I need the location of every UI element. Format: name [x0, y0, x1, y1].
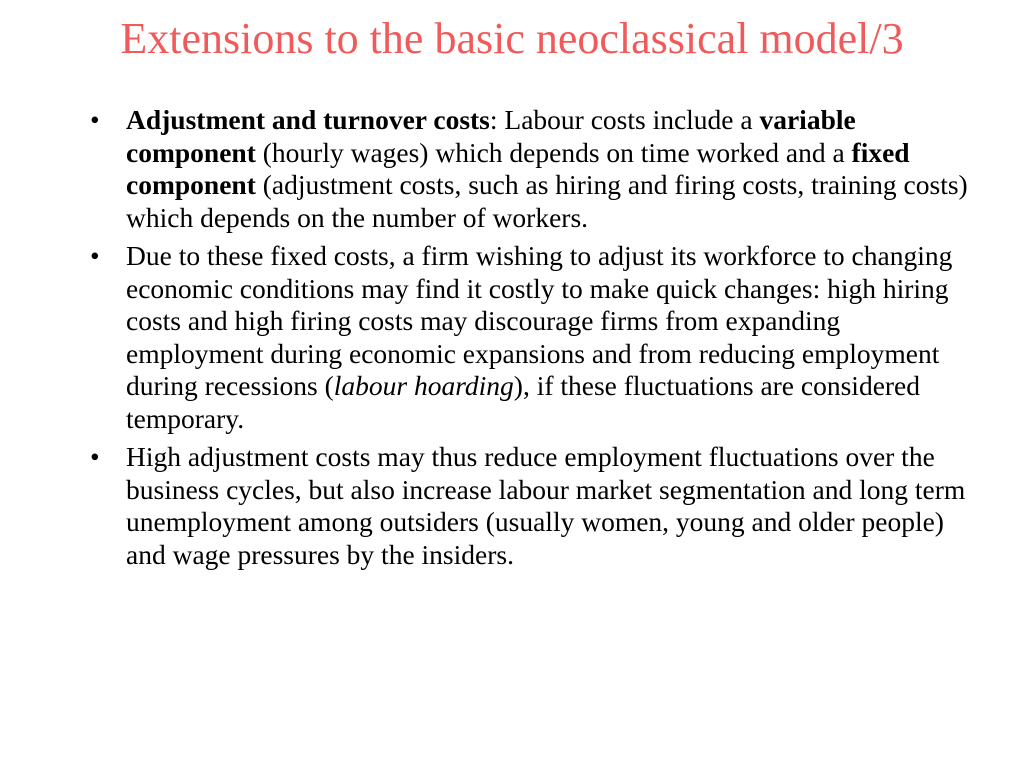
bullet-list [90, 104, 970, 577]
bullet-text: Due to these fixed costs, a firm wishing to adjust its workforce to changing economic conditions may find it costly to make quick changes: high hiring costs and high firing costs may discourage firms from expanding employment during economic expansions and from reducing employment during recessions ( [126, 240, 953, 401]
bullet-marker: • [90, 441, 100, 472]
term-labour-hoarding: labour hoarding [333, 370, 514, 401]
bullet-marker: • [90, 240, 100, 271]
bullet-text: (adjustment costs, such as hiring and firing costs, training costs) which depends on the number of workers. [126, 169, 968, 233]
term-variable-component: variable component [126, 104, 856, 168]
bullet-item-adjustment-costs [90, 104, 970, 234]
bullet-text: (hourly wages) which depends on time worked and a [255, 136, 852, 168]
bullet-item-fixed-costs [90, 240, 970, 435]
bullet-text: : Labour costs include a [489, 104, 760, 135]
bullet-text: High adjustment costs may thus reduce employment fluctuations over the business cycles, but also increase labour market segmentation and long term unemployment among outsiders (usually women, young and older people) and wage pressures by the insiders. [126, 441, 966, 570]
bullet-item-high-adjustment-costs [90, 441, 970, 571]
slide-title: Extensions to the basic neoclassical model/3 [120, 14, 904, 63]
bullet-text: ), if these fluctuations are considered temporary. [126, 370, 921, 434]
term-fixed-component: fixed component [126, 136, 910, 200]
bullet-marker: • [90, 104, 100, 135]
term-adjustment-turnover-costs: Adjustment and turnover costs [126, 104, 490, 135]
